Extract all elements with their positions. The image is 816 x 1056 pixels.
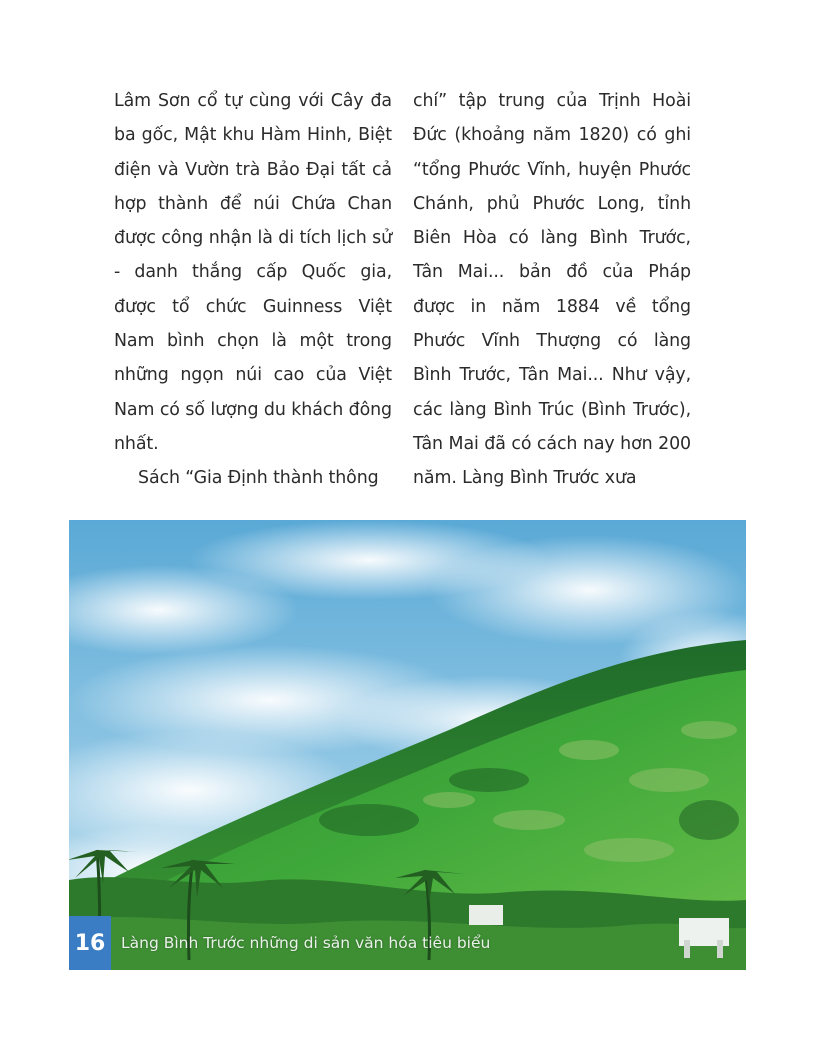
page-footer <box>69 916 746 970</box>
mountain-landscape-image <box>69 520 746 970</box>
paragraph: chí” tập trung của Trịnh Hoài Đức (khoảng năm 1820) có ghi “tổng Phước Vĩnh, huyện Phước Chánh, phủ Phước Long, tỉnh Biên Hòa có làng Bình Trước, Tân Mai... bản đồ của Pháp được in năm 1884 về tổng Phước Vĩnh Thượng có làng Bình Trước, Tân Mai... Như vậy, các làng Bình Trúc (Bình Trước), Tân Mai đã có cách nay hơn 200 năm. Làng Bình Trước xưa <box>413 91 691 489</box>
mountain-photo <box>69 520 746 970</box>
paragraph: Lâm Sơn cổ tự cùng với Cây đa ba gốc, Mật khu Hàm Hinh, Biệt điện và Vườn trà Bảo Đại tất cả hợp thành để núi Chứa Chan được công nhận là di tích lịch sử - danh thắng cấp Quốc gia, được tổ chức Guinness Việt Nam bình chọn là một trong những ngọn núi cao của Việt Nam có số lượng du khách đông nhất. <box>114 91 392 454</box>
paragraph: Sách “Gia Định thành thông <box>138 468 379 489</box>
page-number: 16 <box>69 916 111 970</box>
text-column-right <box>413 84 691 496</box>
running-title: Làng Bình Trước những di sản văn hóa tiêu biểu <box>121 934 491 952</box>
text-column-left <box>114 84 392 496</box>
